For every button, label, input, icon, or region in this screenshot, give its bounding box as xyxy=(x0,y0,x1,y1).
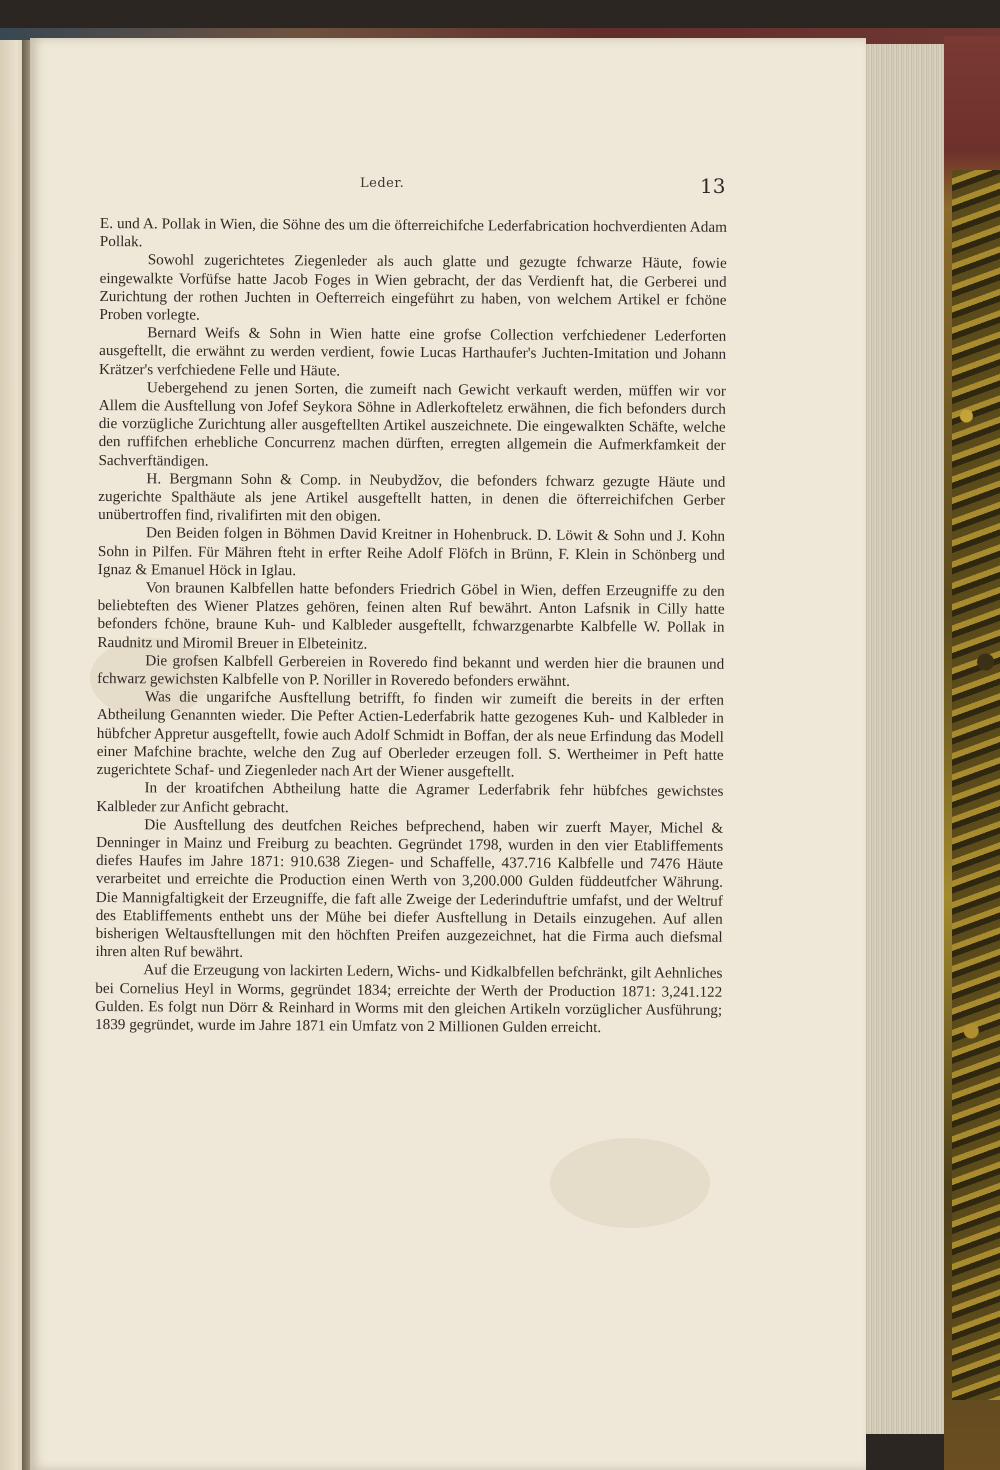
marbled-cover xyxy=(952,170,1000,1400)
paragraph: In der kroatifchen Abtheilung hatte die Agramer Lederfabrik fehr hübfches gewichstes Kalbleder zur Anficht gebracht. xyxy=(96,779,724,816)
paragraph: Auf die Erzeugung von lackirten Ledern, Wichs- und Kidkalbfellen befchränkt, gilt Aehnliches bei Cornelius Heyl in Worms, gegründet 1834; erreichte der Werth der Production 1871: 3,241.122 Gulden. Es folgt nun Dörr & Reinhard in Worms mit den gleichen Artikeln vorzüglicher Ausführung; 1839 gegründet, wurde im Jahre 1871 ein Umfatz von 2 Millionen Gulden erreicht. xyxy=(95,961,723,1037)
page-number: 13 xyxy=(700,174,726,198)
paragraph: Die grofsen Kalbfell Gerbereien in Roveredo find bekannt und werden hier die braunen und fchwarz gewichsten Kalbfelle von P. Noriller in Roveredo befonders erwähnt. xyxy=(97,652,725,690)
running-header: Leder. xyxy=(360,176,405,191)
paragraph: Uebergehend zu jenen Sorten, die zumeift nach Gewicht verkauft werden, müffen wir vor Allem die Ausftellung von Jofef Seykora Söhne in Adlerkofteletz erwähnen, die fich befonders durch die vorzügliche Zurichtung aller ausgeftellten Artikel auszeichnete. Die eingewalkten Schäfte, welche den ruffifchen erhebliche Concurrenz machen dürften, erregten allgemein die Aufmerkfamkeit der Sachverftändigen. xyxy=(98,379,726,470)
paragraph: E. und A. Pollak in Wien, die Söhne des um die öfterreichifche Lederfabrication hochverdienten Adam Pollak. xyxy=(99,215,727,251)
paragraph: H. Bergmann Sohn & Comp. in Neubydžov, die befonders fchwarz gezugte Häute und zugerichte Spalthäute als jene Artikel ausgeftellt hatten, in denen die öfterreichifchen Gerber unübertroffen find, rivalifirten mit den obigen. xyxy=(98,470,726,525)
paragraph: Von braunen Kalbfellen hatte befonders Friedrich Göbel in Wien, deffen Erzeugniffe zu den beliebteften des Wiener Platzes gehören, feinen alten Ruf bewährt. Anton Lafsnik in Cilly hatte befonders fchöne, braune Kuh- und Kalbleder ausgeftellt, fchwarzgenarbte Kalbfelle W. Pollak in Raudnitz und Miromil Breuer in Elbeteinitz. xyxy=(97,579,725,653)
page-edges xyxy=(862,44,948,1434)
paragraph: Sowohl zugerichtetes Ziegenleder als auch glatte und gezugte fchwarze Häute, fowie eingewalkte Vorfüfse hatte Jacob Foges in Wien gebracht, der das Verdienft hat, die Gerberei und Zurichtung der rothen Juchten in Oefterreich eingeführt zu haben, von welchem Artikel er fchöne Proben vorlegte. xyxy=(99,251,727,324)
paragraph: Was die ungarifche Ausftellung betrifft, fo finden wir zumeift die bereits in der erften Abtheilung Genannten wieder. Die Pefter Actien-Lederfabrik hatte gezogenes Kuh- und Kalbleder in hübfcher Appretur ausgeftellt, fowie auch Adolf Schmidt in Boffan, der als neue Erfindung das Modell einer Mafchine brachte, welche den Zug auf Oberleder erzeugen foll. S. Wertheimer in Peft hatte zugerichtete Schaf- und Ziegenleder nach Art der Wiener ausgeftellt. xyxy=(96,688,725,781)
paragraph: Bernard Weifs & Sohn in Wien hatte eine grofse Collection verfchiedener Lederforten ausgeftellt, die erwähnt zu werden verdient, fowie Lucas Harthaufer's Juchten-Imitation und Johann Krätzer's verfchiedene Felle und Häute. xyxy=(99,324,727,380)
paragraph: Die Ausftellung des deutfchen Reiches befprechend, haben wir zuerft Mayer, Michel & Denninger in Mainz und Freiburg zu beachten. Gegründet 1798, wurden in den vier Etabliffements diefes Haufes im Jahre 1871: 910.638 Ziegen- und Schaffelle, 437.716 Kalbfelle und 7476 Häute verarbeitet und erreichte die Production einen Werth von 3,200.000 Gulden füddeutfcher Währung. Die Mannigfaltigkeit der Erzeugniffe, die faft alle Zweige der Lederinduftrie umfafst, und der Weltruf des Etabliffements enthebt uns der Mühe bei diefer Ausftellung in Details einzugehen. Auf allen bisherigen Weltausftellungen mit den höchften Preifen auzgezeichnet, hat die Firma auch diefsmal ihren alten Ruf bewährt. xyxy=(95,815,724,962)
paragraph: Den Beiden folgen in Böhmen David Kreitner in Hohenbruck. D. Löwit & Sohn und J. Kohn Sohn in Pilfen. Für Mähren fteht in erfter Reihe Adolf Flöfch in Brünn, F. Klein in Schönberg und Ignaz & Emanuel Höck in Iglau. xyxy=(97,524,726,580)
body-text xyxy=(95,215,727,1038)
